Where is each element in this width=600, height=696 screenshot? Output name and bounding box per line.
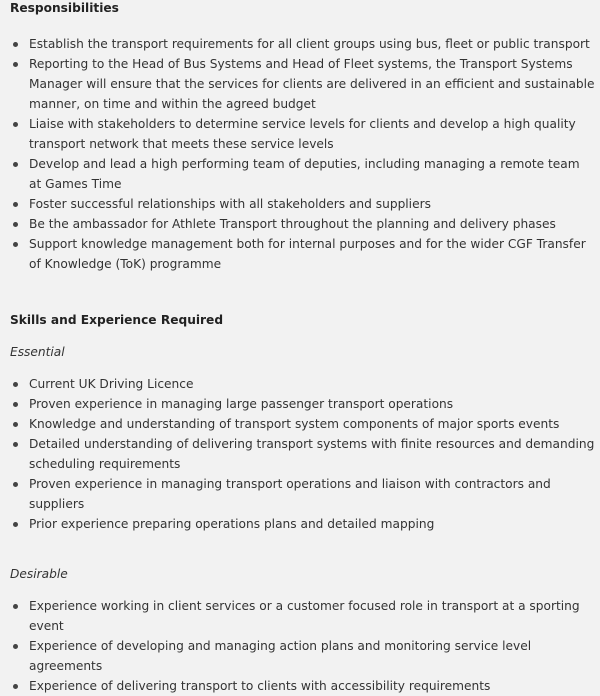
list-item: Liaise with stakeholders to determine service levels for clients and develop a high quality transport network that meets these service levels (10, 114, 595, 154)
bullet-icon (13, 522, 18, 527)
bullet-icon (13, 62, 18, 67)
list-item: Experience working in client services or a customer focused role in transport at a sporting event (10, 596, 595, 636)
bullet-icon (13, 482, 18, 487)
list-item: Experience of delivering transport to clients with accessibility requirements (10, 676, 595, 696)
list-item: Foster successful relationships with all stakeholders and suppliers (10, 194, 595, 214)
list-item: Prior experience preparing operations plans and detailed mapping (10, 514, 595, 534)
list-item: Current UK Driving Licence (10, 374, 595, 394)
list-item: Proven experience in managing transport operations and liaison with contractors and suppliers (10, 474, 595, 514)
skills-heading: Skills and Experience Required (10, 313, 224, 327)
responsibilities-heading: Responsibilities (10, 1, 119, 15)
job-description (10, 0, 595, 696)
bullet-icon (13, 242, 18, 247)
bullet-icon (13, 222, 18, 227)
bullet-icon (13, 382, 18, 387)
bullet-icon (13, 42, 18, 47)
bullet-icon (13, 422, 18, 427)
list-item: Reporting to the Head of Bus Systems and Head of Fleet systems, the Transport Systems Manager will ensure that the services for clients are delivered in an efficient and sustainable manner, on time and within the agreed budget (10, 54, 595, 114)
list-item: Knowledge and understanding of transport system components of major sports events (10, 414, 595, 434)
desirable-list (10, 596, 595, 696)
list-item: Support knowledge management both for internal purposes and for the wider CGF Transfer of Knowledge (ToK) programme (10, 234, 595, 274)
essential-list (10, 374, 595, 534)
bullet-icon (13, 402, 18, 407)
list-item: Establish the transport requirements for all client groups using bus, fleet or public transport (10, 34, 595, 54)
bullet-icon (13, 604, 18, 609)
bullet-icon (13, 122, 18, 127)
desirable-label: Desirable (10, 567, 68, 581)
bullet-icon (13, 442, 18, 447)
essential-label: Essential (10, 345, 65, 359)
bullet-icon (13, 162, 18, 167)
list-item: Proven experience in managing large passenger transport operations (10, 394, 595, 414)
list-item: Detailed understanding of delivering transport systems with finite resources and demanding scheduling requirements (10, 434, 595, 474)
responsibilities-list (10, 34, 595, 274)
bullet-icon (13, 684, 18, 689)
bullet-icon (13, 202, 18, 207)
list-item: Develop and lead a high performing team of deputies, including managing a remote team at Games Time (10, 154, 595, 194)
list-item: Experience of developing and managing action plans and monitoring service level agreements (10, 636, 595, 676)
list-item: Be the ambassador for Athlete Transport throughout the planning and delivery phases (10, 214, 595, 234)
bullet-icon (13, 644, 18, 649)
